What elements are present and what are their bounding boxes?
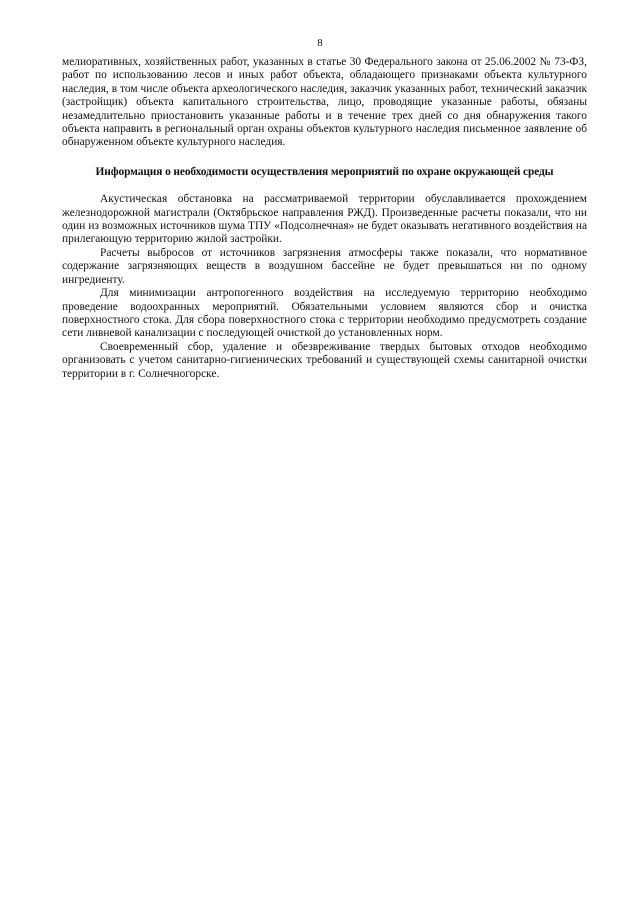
paragraph-water-protection: Для минимизации антропогенного воздействия на исследуемую территорию необходимо проведение водоохранных мероприятий. Обязательными условием являются сбор и очистка поверхностного стока. Для сбора поверхностного стока с территории необходимо предусмотреть создание сети ливневой канализации с последующей очисткой до установленных норм. xyxy=(62,287,587,340)
page-number: 8 xyxy=(317,38,323,49)
intro-paragraph: мелиоративных, хозяйственных работ, указанных в статье 30 Федерального закона от 25.06.2002 № 73-ФЗ, работ по использованию лесов и иных работ объекта, обладающего признаками объекта культурного наследия, в том числе объекта археологического наследия, заказчик указанных работ, технический заказчик (застройщик) объекта капитального строительства, лицо, проводящие указанные работы, обязаны незамедлительно приостановить указанные работы и в течение трех дней со дня обнаружения такого объекта направить в региональный орган охраны объектов культурного наследия письменное заявление об обнаруженном объекте культурного наследия. xyxy=(62,56,587,149)
document-body xyxy=(62,56,587,381)
paragraph-emissions: Расчеты выбросов от источников загрязнения атмосферы также показали, что нормативное содержание загрязняющих веществ в воздушном бассейне не будет превышаться ни по одному ингредиенту. xyxy=(62,246,587,286)
paragraph-waste: Своевременный сбор, удаление и обезвреживание твердых бытовых отходов необходимо организовать с учетом санитарно-гигиенических требований и существующей схемы санитарной очистки территории в г. Солнечногорске. xyxy=(62,340,587,380)
section-heading: Информация о необходимости осуществления мероприятий по охране окружающей среды xyxy=(95,165,554,178)
paragraph-acoustic: Акустическая обстановка на рассматриваемой территории обуславливается прохождением железнодорожной магистрали (Октябрьское направления РЖД). Произведенные расчеты показали, что ни один из возможных источников шума ТПУ «Подсолнечная» не будет оказывать негативного воздействия на прилегающую территорию жилой застройки. xyxy=(62,193,587,246)
